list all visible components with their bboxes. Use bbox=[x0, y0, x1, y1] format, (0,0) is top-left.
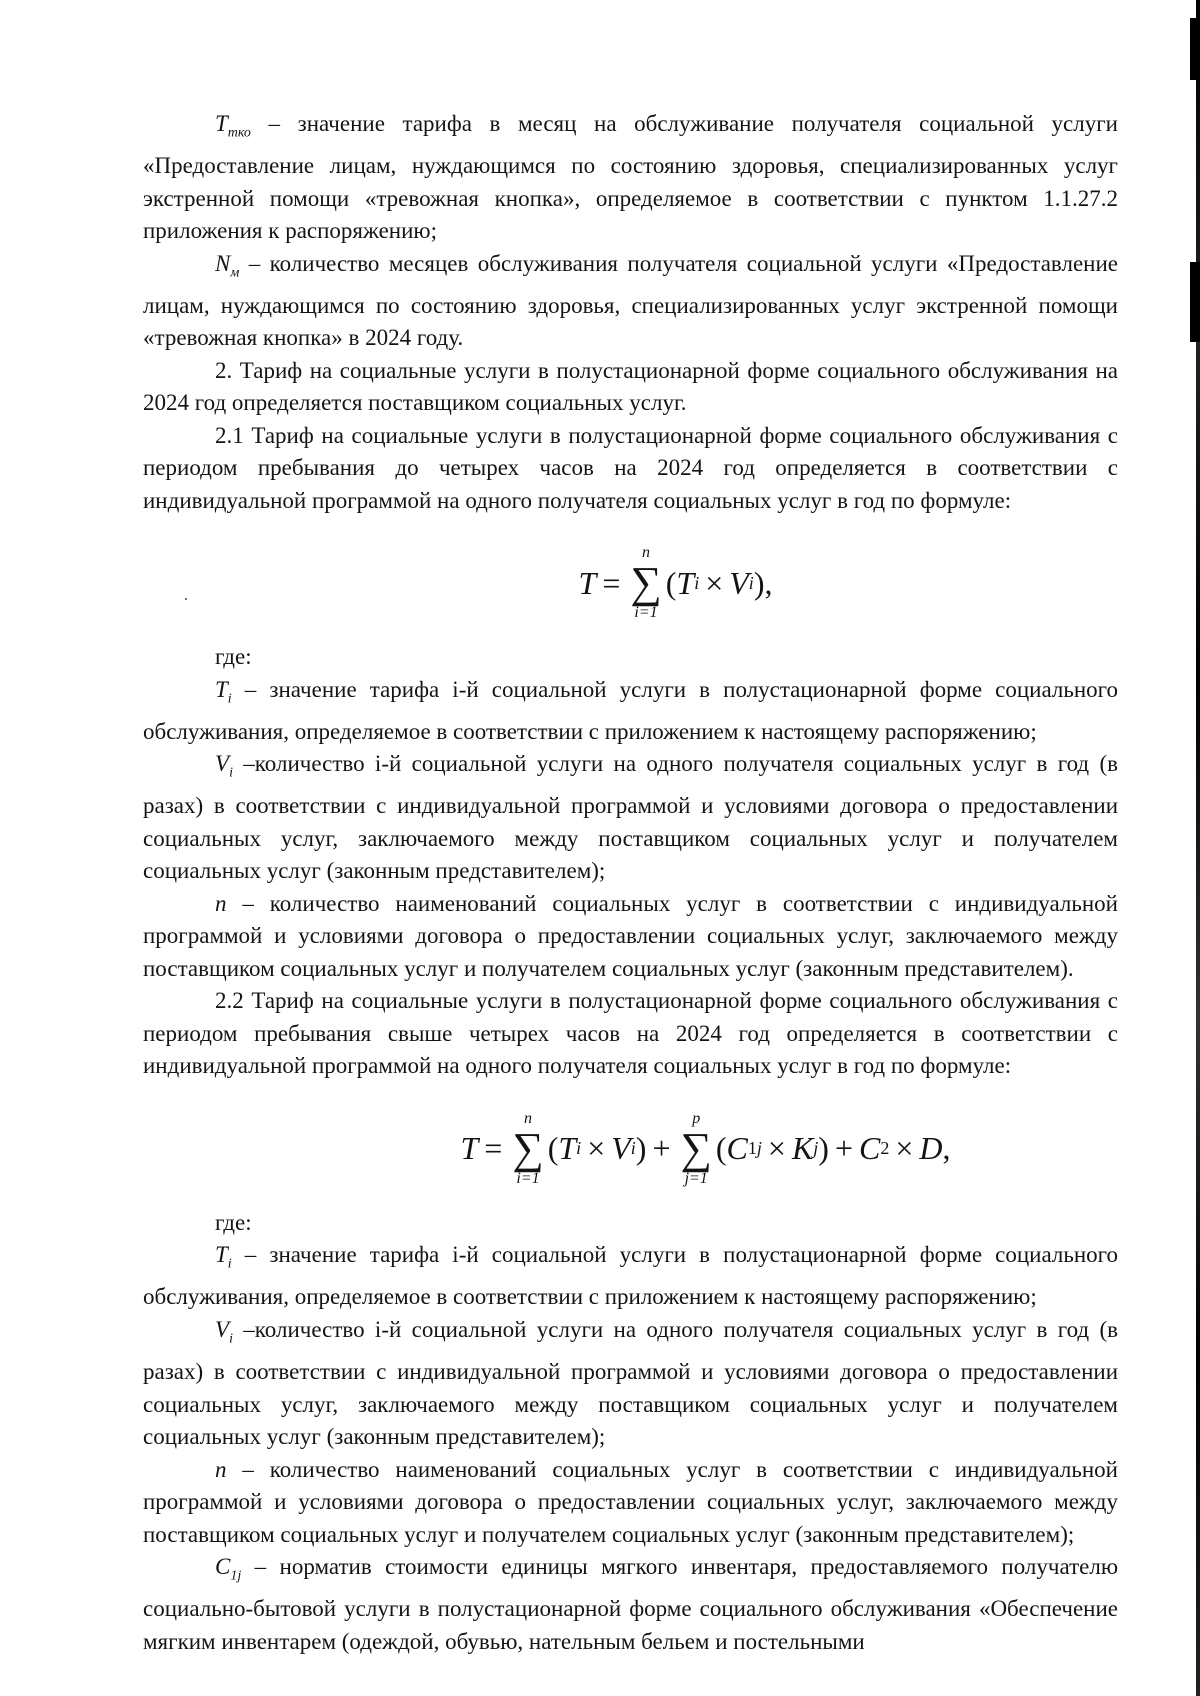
formula-2: T = n ∑ i=1 ( T i × V i ) + p ∑ j=1 ( C 1 j × K j ) + C 2 × D , bbox=[460, 1109, 951, 1187]
definition-n-m: $N_м$ – количество месяцев обслуживания получателя социальной услуги «Предоставление лицам, нуждающимся по состоянию здоровья, специализированных услуг экстренной помощи «тревожная кнопка» в 2024 году. bbox=[143, 250, 1118, 351]
where-label: где: bbox=[215, 644, 252, 670]
definition-vi: $V_i$ –количество i-й социальной услуги на одного получателя социальных услуг в год (в разах) в соответствии с индивидуальной программой и условиями договора о предоставлении социальных услуг, заключаемого между поставщиком социальных услуг и получателем социальных услуг (законным представителем); bbox=[143, 1316, 1118, 1450]
symbol: $T_{тко}$ bbox=[215, 111, 251, 141]
definition-t-tko: $T_{тко}$ – значение тарифа в месяц на обслуживание получателя социальной услуги «Предоставление лицам, нуждающимся по состоянию здоровья, специализированных услуг экстренной помощи «тревожная кнопка», определяемое в соответствии с пунктом 1.1.27.2 приложения к распоряжению; bbox=[143, 111, 1118, 244]
scan-edge-mark bbox=[1190, 18, 1200, 80]
scan-edge-mark bbox=[1190, 262, 1200, 342]
definition-c1j: $C_{1j}$ – норматив стоимости единицы мягкого инвентаря, предоставляемого получателю социально-бытовой услуги в полустационарной форме социального обслуживания «Обеспечение мягким инвентарем (одеждой, обувью, нательным бельем и постельными bbox=[143, 1554, 1118, 1654]
definition-ti: $T_i$ – значение тарифа i-й социальной услуги в полустационарной форме социального обслуживания, определяемое в соответствии с приложением к настоящему распоряжению; bbox=[143, 676, 1118, 744]
where-label: где: bbox=[215, 1209, 252, 1235]
scan-edge-line bbox=[1196, 0, 1200, 1696]
summation-sign: n ∑ i=1 bbox=[512, 1109, 544, 1187]
definition-vi: $V_i$ –количество i-й социальной услуги на одного получателя социальных услуг в год (в разах) в соответствии с индивидуальной программой и условиями договора о предоставлении социальных услуг, заключаемого между поставщиком социальных услуг и получателем социальных услуг (законным представителем); bbox=[143, 751, 1118, 884]
definition-n: n – количество наименований социальных услуг в соответствии с индивидуальной программой и условиями договора о предоставлении социальных услуг, заключаемого между поставщиком социальных услуг и получателем социальных услуг (законным представителем); bbox=[143, 1456, 1118, 1547]
summation-sign: p ∑ j=1 bbox=[680, 1109, 712, 1187]
paragraph-2-2: 2.2 Тариф на социальные услуги в полустационарной форме социального обслуживания с периодом пребывания свыше четырех часов на 2024 год определяется в соответствии с индивидуальной программой на одного получателя социальных услуг в год по формуле: bbox=[143, 988, 1118, 1079]
symbol: $N_м$ bbox=[215, 250, 240, 281]
paragraph-2: 2. Тариф на социальные услуги в полустационарной форме социального обслуживания на 2024 год определяется поставщиком социальных услуг. bbox=[143, 357, 1118, 416]
definition-ti: $T_i$ – значение тарифа i-й социальной услуги в полустационарной форме социального обслуживания, определяемое в соответствии с приложением к настоящему распоряжению; bbox=[143, 1242, 1118, 1310]
definition-n: n – количество наименований социальных услуг в соответствии с индивидуальной программой и условиями договора о предоставлении социальных услуг, заключаемого между поставщиком социальных услуг и получателем социальных услуг (законным представителем). bbox=[143, 890, 1118, 981]
summation-sign: n ∑ i=1 bbox=[630, 544, 662, 622]
formula-1: T = n ∑ i=1 ( T i × V i ), bbox=[578, 544, 773, 622]
paragraph-2-1: 2.1 Тариф на социальные услуги в полустационарной форме социального обслуживания с периодом пребывания до четырех часов на 2024 год определяется в соответствии с индивидуальной программой на одного получателя социальных услуг в год по формуле: bbox=[143, 422, 1118, 513]
document-page bbox=[143, 108, 1118, 1658]
